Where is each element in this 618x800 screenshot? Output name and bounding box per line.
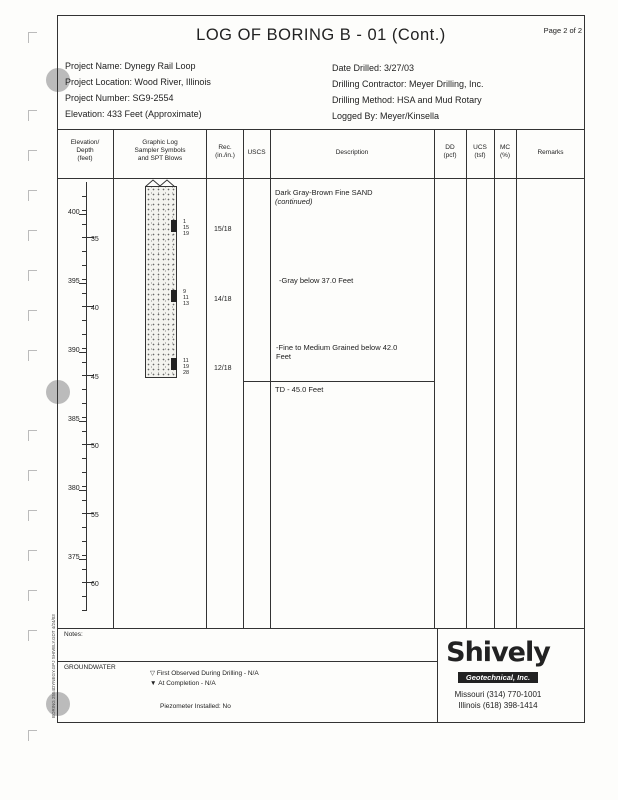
- margin-mark: [28, 630, 37, 641]
- project-info: [65, 58, 211, 122]
- col-header-dd: DD (pcf): [443, 144, 457, 159]
- minor-tick: [82, 279, 87, 280]
- margin-mark: [28, 730, 37, 741]
- depth-label: 55: [91, 512, 99, 519]
- project-location: Project Location: Wood River, Illinois: [65, 77, 211, 87]
- elevation-tick: [79, 559, 87, 560]
- recovery-value: 14/18: [214, 296, 232, 303]
- margin-mark: [28, 190, 37, 201]
- elevation-tick: [79, 214, 87, 215]
- margin-mark: [28, 550, 37, 561]
- continuation-marker: [145, 178, 175, 188]
- logo-tagline: Geotechnical, Inc.: [458, 672, 538, 683]
- col-header-uscs: USCS: [247, 149, 266, 156]
- minor-tick: [82, 265, 87, 266]
- col-sep: [434, 129, 435, 628]
- minor-tick: [82, 541, 87, 542]
- minor-tick: [82, 251, 87, 252]
- margin-mark: [28, 32, 37, 43]
- depth-label: 60: [91, 581, 99, 588]
- margin-mark: [28, 230, 37, 241]
- minor-tick: [82, 431, 87, 432]
- col-sep: [113, 129, 114, 628]
- minor-tick: [82, 596, 87, 597]
- project-elevation: Elevation: 433 Feet (Approximate): [65, 109, 202, 119]
- margin-mark: [28, 150, 37, 161]
- minor-tick: [82, 210, 87, 211]
- elevation-tick: [79, 352, 87, 353]
- minor-tick: [82, 320, 87, 321]
- col-header-rec: Rec. (in./in.): [215, 144, 235, 159]
- col-sep: [466, 129, 467, 628]
- illinois-phone: Illinois (618) 398-1414: [458, 701, 538, 710]
- margin-mark: [28, 510, 37, 521]
- spt-blows: 11 19 28: [183, 358, 190, 376]
- col-sep: [206, 129, 207, 628]
- minor-tick: [82, 224, 87, 225]
- minor-tick: [82, 486, 87, 487]
- notes-label: Notes:: [64, 631, 83, 638]
- elevation-label: 400: [68, 209, 80, 216]
- sand-column: [145, 186, 177, 378]
- elevation-tick: [79, 421, 87, 422]
- elevation-tick: [79, 283, 87, 284]
- sampler-symbol: [171, 358, 177, 370]
- minor-tick: [82, 196, 87, 197]
- col-sep: [243, 129, 244, 628]
- depth-label: 40: [91, 305, 99, 312]
- spt-blows: 9 11 13: [183, 289, 190, 307]
- soil-note: -Fine to Medium Grained below 42.0 Feet: [276, 343, 398, 361]
- margin-mark: [28, 310, 37, 321]
- notes-top-line: [57, 628, 585, 629]
- col-header-description: Description: [335, 149, 369, 156]
- minor-tick: [82, 458, 87, 459]
- file-reference-label: BORING 2554DYNEGY.GPJ SHIVELY.GDT 4/24/03: [51, 614, 56, 718]
- minor-tick: [82, 472, 87, 473]
- col-header-elevation-depth: Elevation/ Depth (feet): [70, 139, 100, 162]
- margin-mark: [28, 270, 37, 281]
- col-header-mc: MC (%): [499, 144, 511, 159]
- first-observed-row: ▽ First Observed During Drilling - N/A: [150, 670, 259, 677]
- depth-label: 45: [91, 374, 99, 381]
- margin-mark: [28, 430, 37, 441]
- sampler-symbol: [171, 290, 177, 302]
- at-completion-row: ▼ At Completion - N/A: [150, 680, 216, 687]
- elevation-tick: [79, 490, 87, 491]
- minor-tick: [82, 348, 87, 349]
- recovery-value: 12/18: [214, 365, 232, 372]
- header-bottom-line: [57, 178, 585, 179]
- minor-tick: [82, 610, 87, 611]
- missouri-phone: Missouri (314) 770-1001: [454, 690, 542, 699]
- logo-wordmark: Shively: [446, 637, 550, 668]
- header-top-line: [57, 129, 585, 130]
- margin-mark: [28, 350, 37, 361]
- drilling-contractor: Drilling Contractor: Meyer Drilling, Inc.: [332, 79, 484, 89]
- elevation-label: 395: [68, 278, 80, 285]
- elevation-label: 385: [68, 416, 80, 423]
- water-level-filled-icon: ▼: [150, 680, 159, 687]
- minor-tick: [82, 527, 87, 528]
- depth-label: 35: [91, 236, 99, 243]
- margin-mark: [28, 110, 37, 121]
- company-logo: [437, 639, 559, 685]
- col-sep: [494, 129, 495, 628]
- col-header-remarks: Remarks: [537, 149, 564, 156]
- logged-by: Logged By: Meyer/Kinsella: [332, 111, 440, 121]
- col-sep: [516, 129, 517, 628]
- soil-note: -Gray below 37.0 Feet: [279, 276, 354, 285]
- minor-tick: [82, 417, 87, 418]
- depth-label: 50: [91, 443, 99, 450]
- minor-tick: [82, 500, 87, 501]
- elevation-label: 380: [68, 485, 80, 492]
- elevation-label: 375: [68, 554, 80, 561]
- boring-log-title: LOG OF BORING B - 01 (Cont.): [196, 26, 446, 44]
- minor-tick: [82, 389, 87, 390]
- page-number: Page 2 of 2: [543, 26, 582, 35]
- drilling-method: Drilling Method: HSA and Mud Rotary: [332, 95, 482, 105]
- minor-tick: [82, 293, 87, 294]
- spt-blows: 1 15 19: [183, 219, 190, 237]
- depth-axis: [86, 182, 87, 610]
- col-header-ucs: UCS (tsf): [473, 144, 487, 159]
- termination-line: [243, 381, 434, 382]
- sampler-symbol: [171, 220, 177, 232]
- groundwater-label: GROUNDWATER: [64, 664, 116, 671]
- groundwater-line: [57, 661, 437, 662]
- company-contacts: [437, 689, 559, 711]
- drilling-info: [332, 60, 484, 124]
- date-drilled: Date Drilled: 3/27/03: [332, 63, 415, 73]
- recovery-value: 15/18: [214, 226, 232, 233]
- minor-tick: [82, 362, 87, 363]
- minor-tick: [82, 555, 87, 556]
- termination-depth: TD - 45.0 Feet: [275, 385, 324, 394]
- project-number: Project Number: SG9-2554: [65, 93, 174, 103]
- soil-description: Dark Gray-Brown Fine SAND (continued): [275, 188, 373, 206]
- margin-mark: [28, 470, 37, 481]
- minor-tick: [82, 569, 87, 570]
- col-sep: [270, 129, 271, 628]
- col-header-graphic-log: Graphic Log Sampler Symbols and SPT Blows: [134, 139, 186, 162]
- water-level-icon: ▽: [150, 670, 157, 677]
- minor-tick: [82, 334, 87, 335]
- elevation-label: 390: [68, 347, 80, 354]
- project-name: Project Name: Dynegy Rail Loop: [65, 61, 196, 71]
- margin-mark: [28, 590, 37, 601]
- piezometer-status: Piezometer Installed: No: [160, 703, 231, 710]
- minor-tick: [82, 403, 87, 404]
